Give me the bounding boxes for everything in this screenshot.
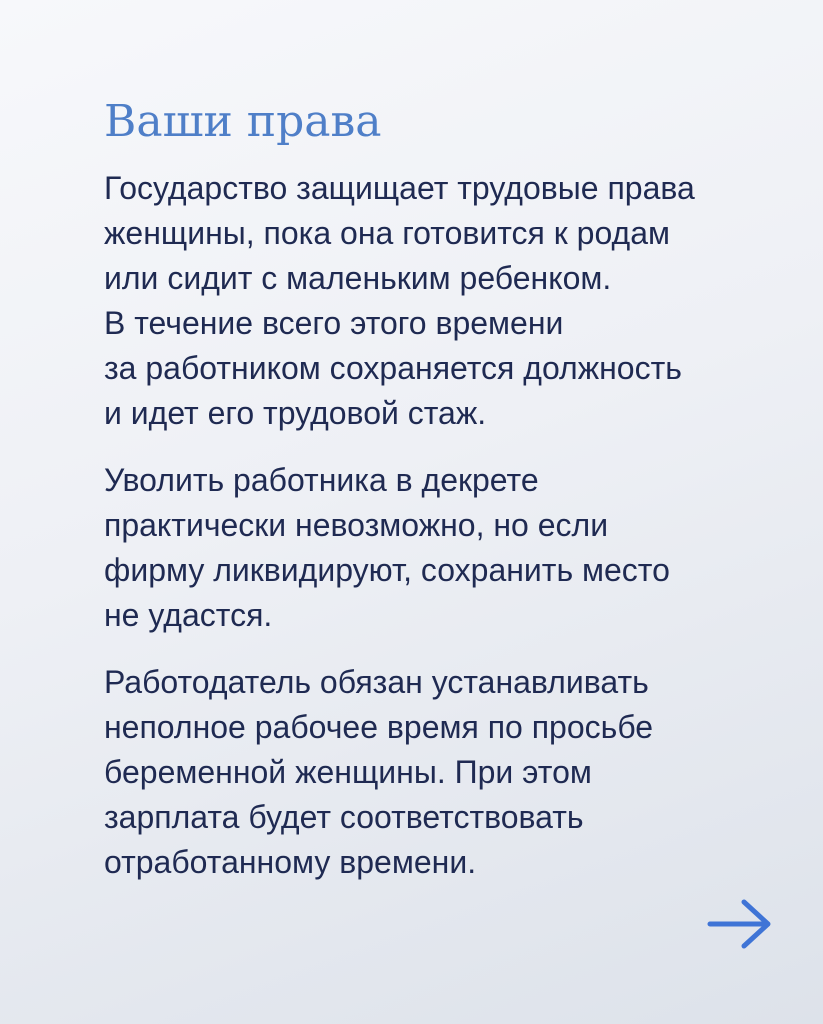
text-line: фирму ликвидируют, сохранить место	[104, 552, 670, 588]
text-line: Уволить работника в декрете	[104, 462, 539, 498]
text-line: Работодатель обязан устанавливать	[104, 664, 649, 700]
text-line: Государство защищает трудовые права	[104, 170, 695, 206]
page-title: Ваши права	[104, 96, 382, 147]
paragraph-rights	[104, 166, 794, 436]
text-line: В течение всего этого времени	[104, 305, 564, 341]
body-text	[104, 166, 794, 907]
text-line: неполное рабочее время по просьбе	[104, 709, 654, 745]
paragraph-dismissal	[104, 458, 794, 638]
text-line: практически невозможно, но если	[104, 507, 609, 543]
text-line: и идет его трудовой стаж.	[104, 395, 487, 431]
paragraph-part-time	[104, 660, 794, 885]
text-line: за работником сохраняется должность	[104, 350, 682, 386]
text-line: не удастся.	[104, 597, 273, 633]
text-line: женщины, пока она готовится к родам	[104, 215, 670, 251]
arrow-right-icon[interactable]	[706, 896, 774, 952]
text-line: беременной женщины. При этом	[104, 754, 592, 790]
text-line: зарплата будет соответствовать	[104, 799, 584, 835]
text-line: или сидит с маленьким ребенком.	[104, 260, 612, 296]
text-line: отработанному времени.	[104, 844, 477, 880]
arrow-right-shape	[710, 902, 768, 946]
